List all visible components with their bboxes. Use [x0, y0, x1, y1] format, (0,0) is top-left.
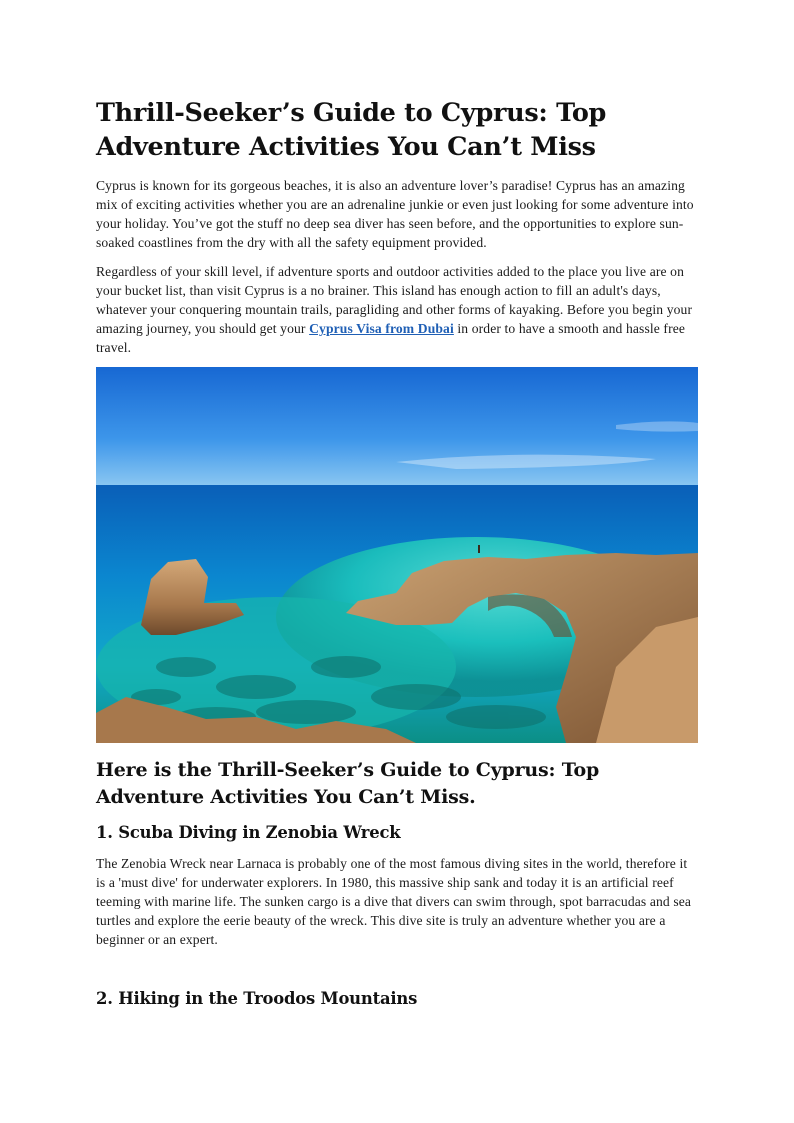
intro-paragraph-2 — [96, 262, 699, 357]
intro-2-text-before: Regardless of your skill level, if adventure sports and outdoor activities added to the place you live are on your bucket list, than visit Cyprus is a no brainer. This island has enough action to fill an adult's days, whatever your conquering mountain trails, paragliding and other forms of kayaking. Before you begin your amazing journey, you should get your — [96, 264, 693, 336]
article — [96, 96, 699, 1020]
article-title: Thrill-Seeker’s Guide to Cyprus: Top Adventure Activities You Can’t Miss — [96, 98, 607, 162]
item-1-heading: 1. Scuba Diving in Zenobia Wreck — [96, 823, 401, 842]
item-1-paragraph: The Zenobia Wreck near Larnaca is probably one of the most famous diving sites in the world, therefore it is a 'must dive' for underwater explorers. In 1980, this massive ship sank and today it is an artificial reef teeming with marine life. The sunken cargo is a dive that divers can swim through, spot barracudas and sea turtles and explore the eerie beauty of the wreck. This dive site is truly an adventure whether you are a beginner or an expert. — [96, 856, 692, 947]
section-heading: Here is the Thrill-Seeker’s Guide to Cyprus: Top Adventure Activities You Can’t Miss. — [96, 759, 600, 808]
intro-paragraph-1: Cyprus is known for its gorgeous beaches, it is also an adventure lover’s paradise! Cyprus has an amazing mix of exciting activities whether you are an adrenaline junkie or even just looking for some adventure into your holiday. You’ve got the stuff no deep sea diver has seen before, and the opportunities to explore sun-soaked coastlines from the dry with all the safety equipment provided. — [96, 178, 694, 250]
intro-2-text-after: in order to have a smooth and hassle free travel. — [96, 321, 686, 355]
cyprus-coast-photo — [96, 367, 698, 743]
spacer — [96, 959, 699, 987]
item-2-heading: 2. Hiking in the Troodos Mountains — [96, 989, 418, 1008]
cyprus-visa-link[interactable]: Cyprus Visa from Dubai — [309, 321, 454, 336]
